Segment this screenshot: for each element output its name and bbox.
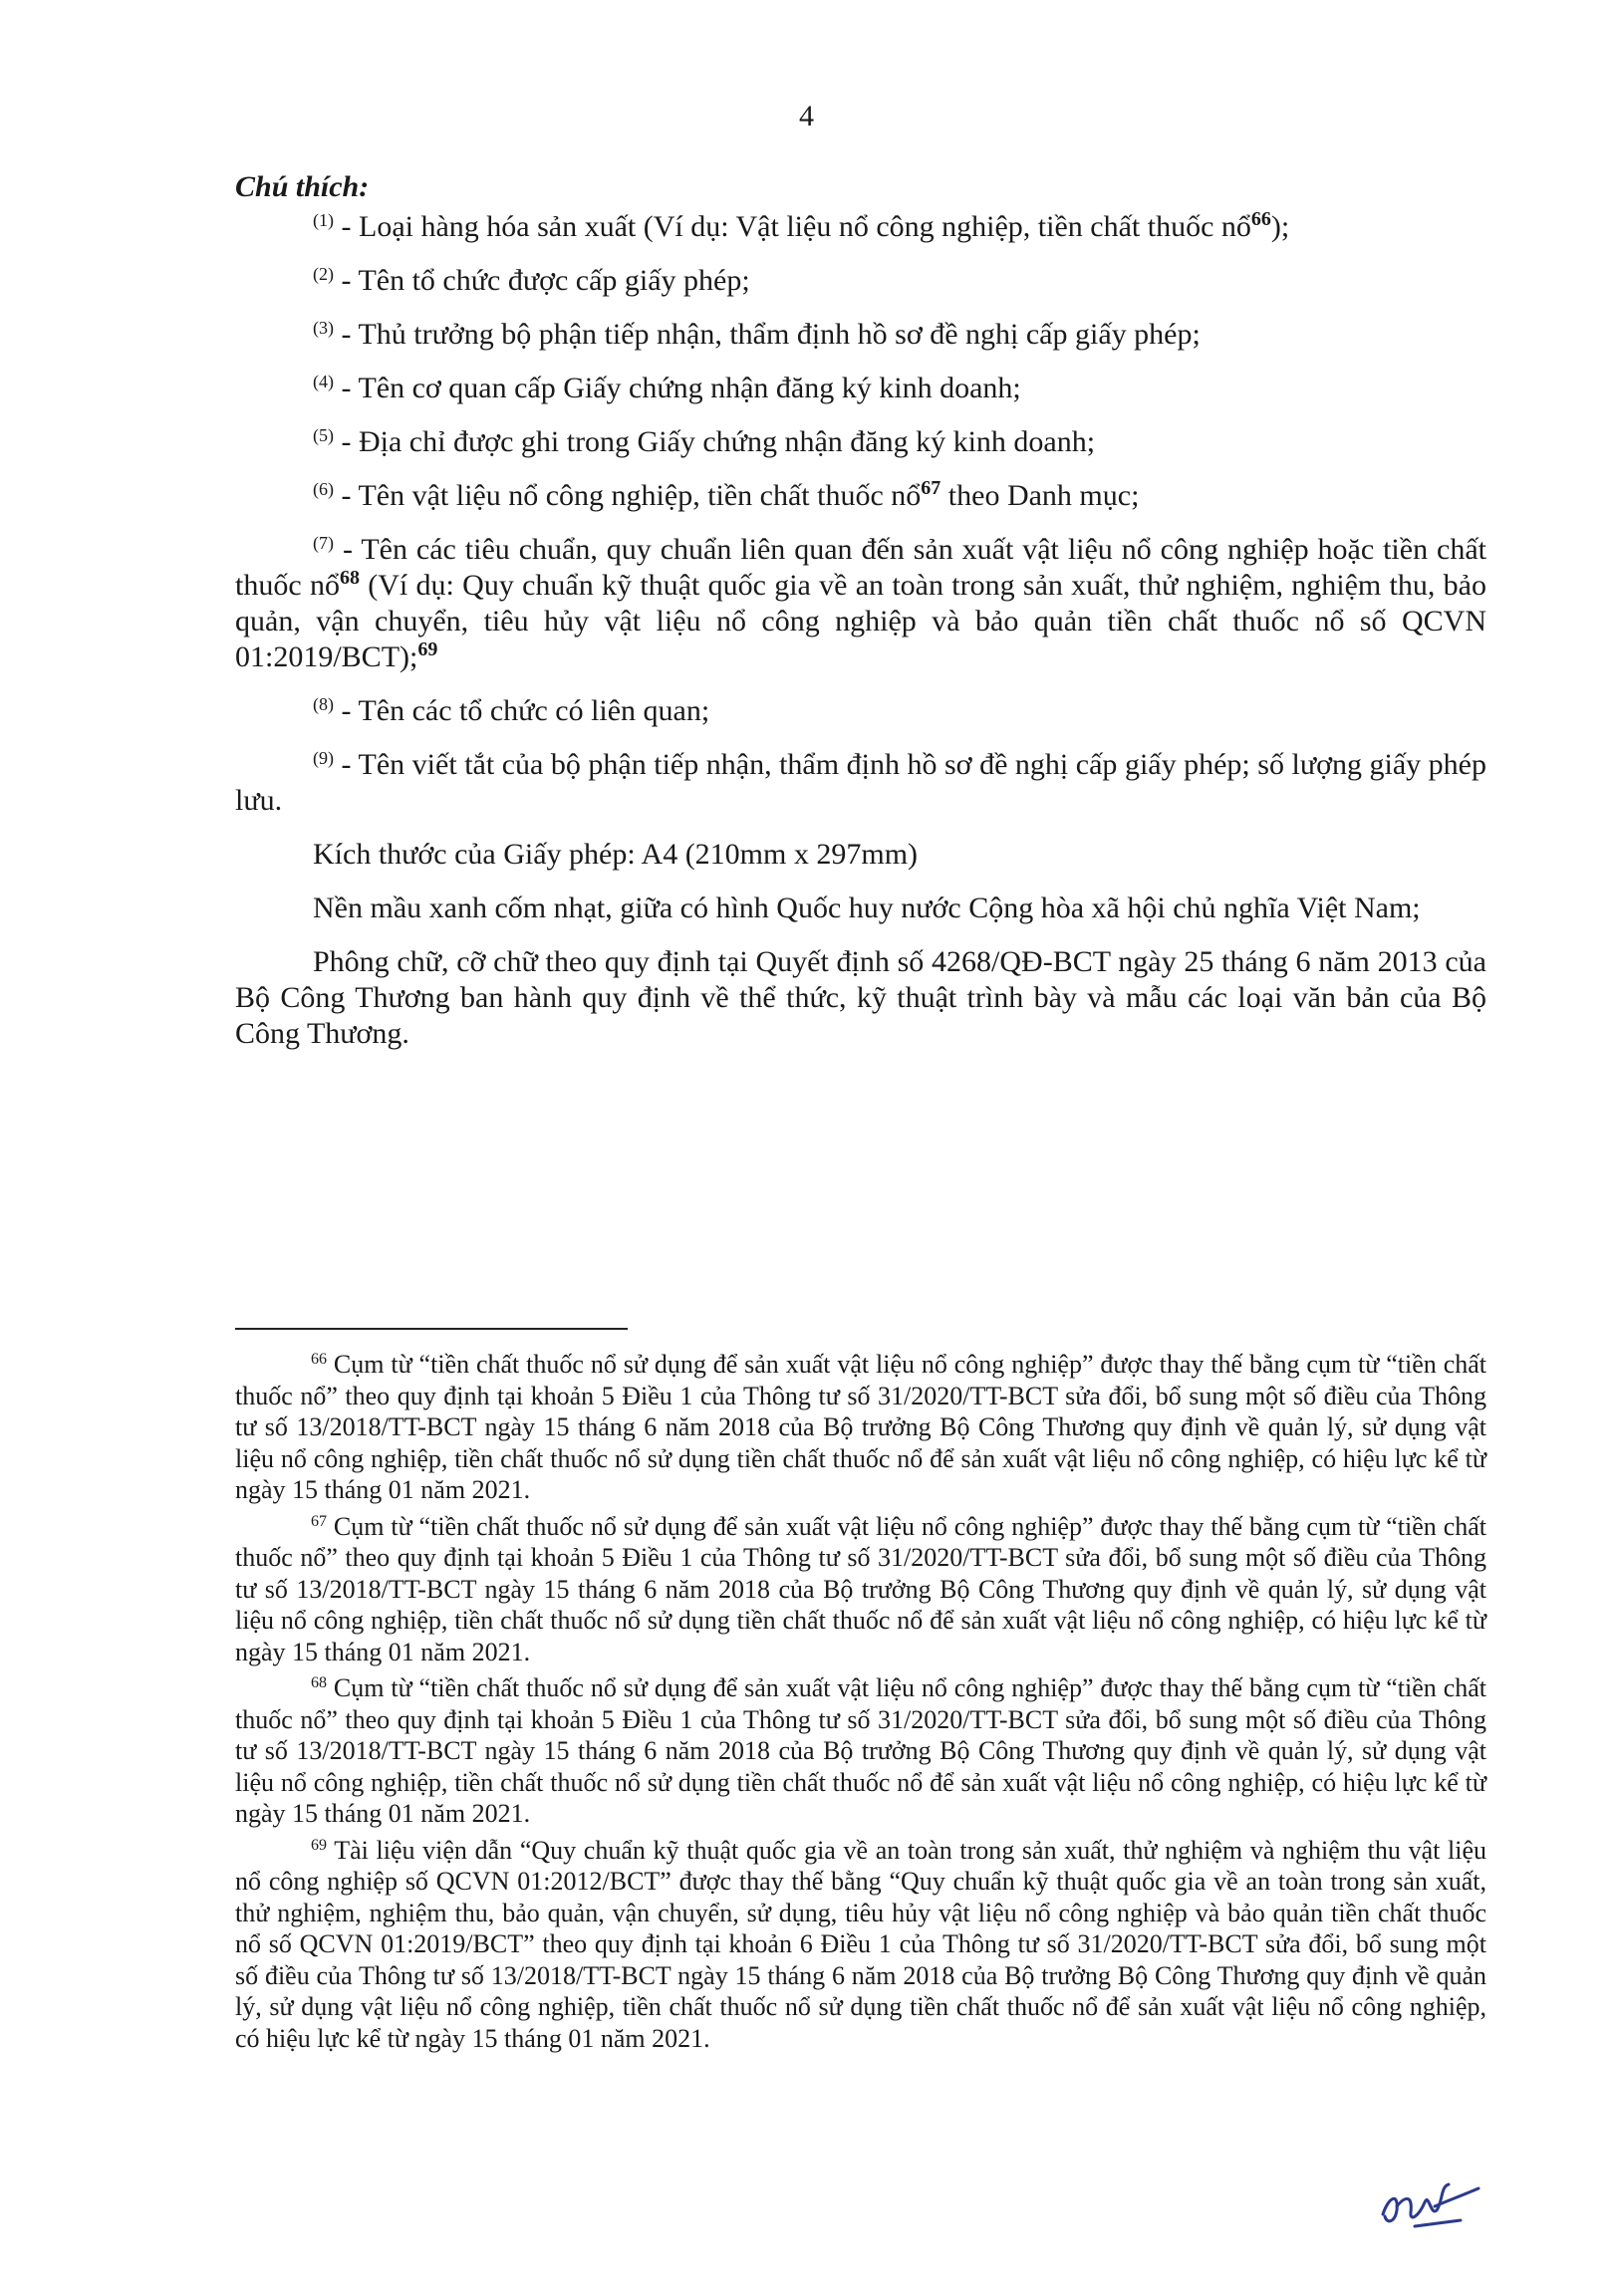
note-text: - Thủ trưởng bộ phận tiếp nhận, thẩm định hồ sơ đề nghị cấp giấy phép; [334,318,1201,351]
note-marker: (9) [313,748,334,768]
footnote-68 [235,1672,1486,1830]
note-marker: (6) [313,479,334,499]
note-text: - Tên tổ chức được cấp giấy phép; [334,264,750,297]
footnote-ref: 66 [1250,208,1271,230]
paragraph-font: Phông chữ, cỡ chữ theo quy định tại Quyết định số 4268/QĐ-BCT ngày 25 tháng 6 năm 2013 của Bộ Công Thương ban hành quy định về thể thức, kỹ thuật trình bày và mẫu các loại văn bản của Bộ Công Thương. [235,945,1486,1050]
note-text-tail: theo Danh mục; [941,479,1140,512]
footnote-number: 67 [311,1512,327,1530]
note-text-tail: (Ví dụ: Quy chuẩn kỹ thuật quốc gia về an toàn trong sản xuất, thử nghiệm, nghiệm thu, bảo quản, vận chuyển, tiêu hủy vật liệu nổ công nghiệp và bảo quản tiền chất thuốc nổ số QCVN 01:2019/BCT); [235,569,1486,673]
footnote-separator [235,1328,628,1330]
note-marker: (3) [313,318,334,338]
note-2 [235,263,1486,299]
paragraph-background: Nền mầu xanh cốm nhạt, giữa có hình Quốc huy nước Cộng hòa xã hội chủ nghĩa Việt Nam; [313,892,1421,924]
footnote-number: 66 [311,1351,327,1368]
footnote-number: 68 [311,1674,327,1691]
note-1 [235,209,1486,245]
footnote-ref: 68 [339,567,360,589]
main-body [235,169,1486,1070]
footnote-67 [235,1511,1486,1668]
footnote-text: Cụm từ “tiền chất thuốc nổ sử dụng để sản xuất vật liệu nổ công nghiệp” được thay thế bằng cụm từ “tiền chất thuốc nổ” theo quy định tại khoản 5 Điều 1 của Thông tư số 31/2020/TT-BCT sửa đổi, bổ sung một số điều của Thông tư số 13/2018/TT-BCT ngày 15 tháng 6 năm 2018 của Bộ trưởng Bộ Công Thương quy định về quản lý, sử dụng vật liệu nổ công nghiệp, tiền chất thuốc nổ sử dụng tiền chất thuốc nổ để sản xuất vật liệu nổ công nghiệp, có hiệu lực kể từ ngày 15 tháng 01 năm 2021. [235,1350,1486,1504]
note-text: - Tên viết tắt của bộ phận tiếp nhận, thẩm định hồ sơ đề nghị cấp giấy phép; số lượng giấy phép lưu. [235,748,1486,817]
note-marker: (7) [313,533,334,553]
note-text: - Địa chỉ được ghi trong Giấy chứng nhận đăng ký kinh doanh; [334,425,1096,458]
footnote-69 [235,1835,1486,2055]
footnote-text: Tài liệu viện dẫn “Quy chuẩn kỹ thuật quốc gia về an toàn trong sản xuất, thử nghiệm và nghiệm thu vật liệu nổ công nghiệp số QCVN 01:2012/BCT” được thay thế bằng “Quy chuẩn kỹ thuật quốc gia về an toàn trong sản xuất, thử nghiệm, nghiệm thu, bảo quản, vận chuyển, sử dụng, tiêu hủy vật liệu nổ công nghiệp và bảo quản tiền chất thuốc nổ số QCVN 01:2019/BCT” theo quy định tại khoản 6 Điều 1 của Thông tư số 31/2020/TT-BCT sửa đổi, bổ sung một số điều của Thông tư số 13/2018/TT-BCT ngày 15 tháng 6 năm 2018 của Bộ trưởng Bộ Công Thương quy định về quản lý, sử dụng vật liệu nổ công nghiệp, tiền chất thuốc nổ sử dụng tiền chất thuốc nổ để sản xuất vật liệu nổ công nghiệp, có hiệu lực kể từ ngày 15 tháng 01 năm 2021. [235,1835,1486,2053]
note-9 [235,747,1486,819]
note-text: - Tên cơ quan cấp Giấy chứng nhận đăng ký kinh doanh; [334,372,1021,404]
note-8 [235,693,1486,729]
initials-signature [1375,2167,1484,2236]
footnotes [235,1349,1486,2059]
footnote-number: 69 [311,1836,327,1854]
footnote-text: Cụm từ “tiền chất thuốc nổ sử dụng để sản xuất vật liệu nổ công nghiệp” được thay thế bằng cụm từ “tiền chất thuốc nổ” theo quy định tại khoản 5 Điều 1 của Thông tư số 31/2020/TT-BCT sửa đổi, bổ sung một số điều của Thông tư số 13/2018/TT-BCT ngày 15 tháng 6 năm 2018 của Bộ trưởng Bộ Công Thương quy định về quản lý, sử dụng vật liệu nổ công nghiệp, tiền chất thuốc nổ sử dụng tiền chất thuốc nổ để sản xuất vật liệu nổ công nghiệp, có hiệu lực kể từ ngày 15 tháng 01 năm 2021. [235,1673,1486,1828]
page-number: 4 [799,100,814,132]
note-marker: (1) [313,210,334,230]
note-marker: (4) [313,372,334,391]
note-marker: (5) [313,425,334,445]
footnote-ref: 69 [417,638,438,660]
note-text-tail: ); [1270,210,1290,243]
note-text: - Tên vật liệu nổ công nghiệp, tiền chất thuốc nổ [334,479,922,512]
footnote-66 [235,1349,1486,1506]
paragraph-size: Kích thước của Giấy phép: A4 (210mm x 297mm) [313,838,919,871]
note-7 [235,532,1486,675]
note-5 [235,424,1486,460]
note-text: - Tên các tiêu chuẩn, quy chuẩn liên quan đến sản xuất vật liệu nổ công nghiệp hoặc tiền chất thuốc nổ [235,533,1486,602]
note-3 [235,317,1486,353]
note-text: - Tên các tổ chức có liên quan; [334,694,710,727]
note-marker: (2) [313,264,334,284]
footnote-text: Cụm từ “tiền chất thuốc nổ sử dụng để sản xuất vật liệu nổ công nghiệp” được thay thế bằng cụm từ “tiền chất thuốc nổ” theo quy định tại khoản 5 Điều 1 của Thông tư số 31/2020/TT-BCT sửa đổi, bổ sung một số điều của Thông tư số 13/2018/TT-BCT ngày 15 tháng 6 năm 2018 của Bộ trưởng Bộ Công Thương quy định về quản lý, sử dụng vật liệu nổ công nghiệp, tiền chất thuốc nổ sử dụng tiền chất thuốc nổ để sản xuất vật liệu nổ công nghiệp, có hiệu lực kể từ ngày 15 tháng 01 năm 2021. [235,1511,1486,1666]
note-marker: (8) [313,694,334,714]
notes-heading: Chú thích: [235,170,370,203]
footnote-ref: 67 [921,477,941,499]
note-4 [235,371,1486,406]
note-6 [235,478,1486,514]
note-text: - Loại hàng hóa sản xuất (Ví dụ: Vật liệu nổ công nghiệp, tiền chất thuốc nổ [334,210,1251,243]
